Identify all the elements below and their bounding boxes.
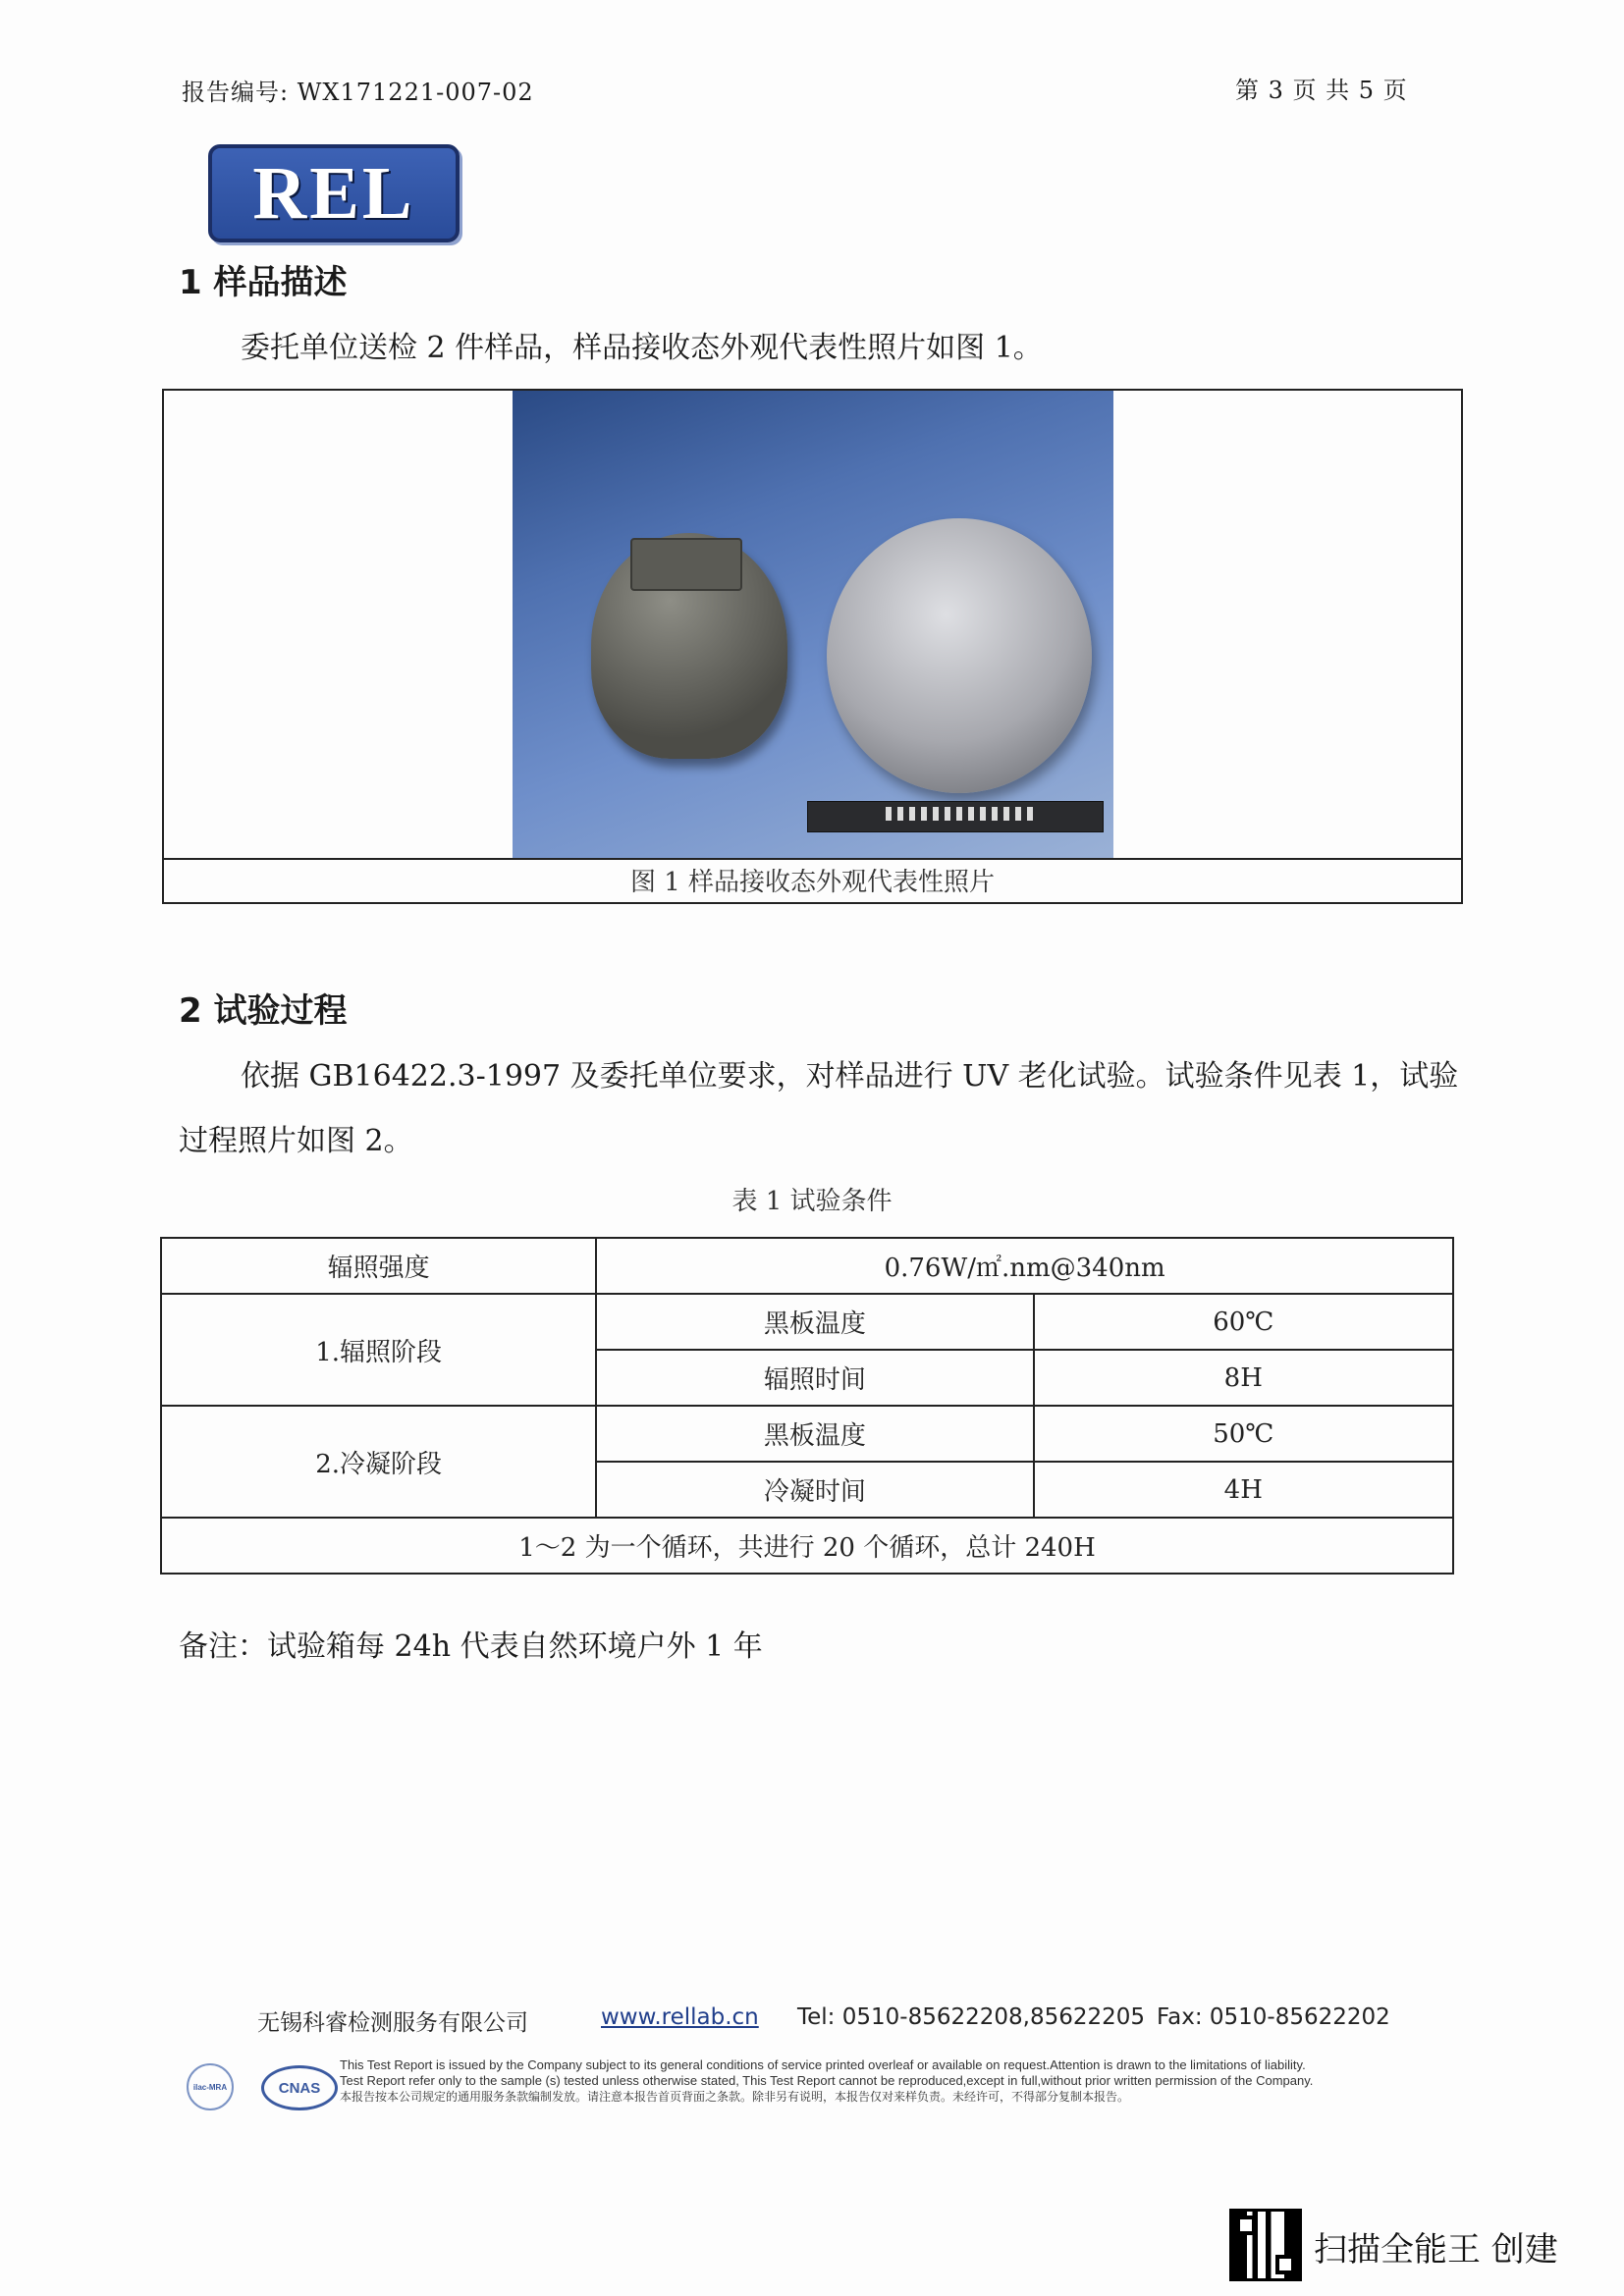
stage2-value-1: 50℃ [1034,1406,1453,1462]
test-conditions-table [160,1237,1454,1575]
sample-nameplate [630,538,742,591]
figure1-box [162,389,1463,904]
report-number-label: 报告编号: [182,79,290,106]
sample-photo [513,391,1113,858]
stage2-param-2: 冷凝时间 [596,1462,1033,1518]
figure1-caption: 图 1 样品接收态外观代表性照片 [629,868,996,897]
table-row [161,1518,1453,1574]
footer-disclaimer [340,2057,1498,2105]
disclaimer-en-line1: This Test Report is issued by the Company subject to its general conditions of service printed overleaf or available on request.Attention is drawn to the limitations of liability. [340,2057,1306,2072]
section2-body-line1: 依据 GB16422.3-1997 及委托单位要求，对样品进行 UV 老化试验。试验条件见表 1，试验 [241,1059,1459,1094]
sample-cover-right [827,518,1092,793]
disclaimer-en-line2: Test Report refer only to the sample (s) tested unless otherwise stated, This Test Report cannot be reproduced,except in full,without prior written permission of the Company. [340,2073,1314,2088]
report-number [182,73,534,107]
rel-logo-text: REL [252,151,415,235]
table-row [161,1406,1453,1462]
stage1-name: 1.辐照阶段 [161,1294,596,1406]
page-info: 第 3 页 共 5 页 [1235,77,1408,104]
irradiance-value: 0.76W/㎡.nm@340nm [596,1238,1453,1294]
stage1-value-2: 8H [1034,1350,1453,1406]
table-row [161,1294,1453,1350]
ruler-ticks [886,807,1033,821]
qr-code-icon [1229,2209,1302,2281]
footer-fax: Fax: 0510-85622202 [1157,2004,1390,2030]
irradiance-label: 辐照强度 [161,1238,596,1294]
stage2-param-1: 黑板温度 [596,1406,1033,1462]
report-number-value: WX171221-007-02 [297,79,534,106]
stage2-value-2: 4H [1034,1462,1453,1518]
rel-logo [208,144,460,242]
table-row [161,1238,1453,1294]
table1-caption: 表 1 试验条件 [731,1187,893,1216]
stage1-param-1: 黑板温度 [596,1294,1033,1350]
disclaimer-cn: 本报告按本公司规定的通用服务条款编制发放。请注意本报告首页背面之条款。除非另有说明，本报告仅对来样负责。未经许可，不得部分复制本报告。 [340,2090,1130,2104]
section1-body: 委托单位送检 2 件样品，样品接收态外观代表性照片如图 1。 [241,331,1043,365]
scanner-watermark-text: 扫描全能王 创建 [1314,2230,1558,2269]
cnas-badge: CNAS [261,2065,338,2110]
ilac-mra-badge: ilac-MRA [187,2063,234,2110]
section1-title: 1 样品描述 [179,263,348,302]
stage1-param-2: 辐照时间 [596,1350,1033,1406]
footer-website-link[interactable]: www.rellab.cn [601,2004,759,2030]
stage1-value-1: 60℃ [1034,1294,1453,1350]
stage2-name: 2.冷凝阶段 [161,1406,596,1518]
footer-company: 无锡科睿检测服务有限公司 [257,2010,528,2036]
section2-body-line2: 过程照片如图 2。 [179,1124,413,1158]
footer-tel: Tel: 0510-85622208,85622205 [797,2004,1146,2030]
cycle-summary: 1～2 为一个循环，共进行 20 个循环，总计 240H [161,1518,1453,1574]
figure-caption-divider [164,858,1461,860]
note-text: 备注：试验箱每 24h 代表自然环境户外 1 年 [179,1629,763,1664]
section2-title: 2 试验过程 [179,991,348,1031]
